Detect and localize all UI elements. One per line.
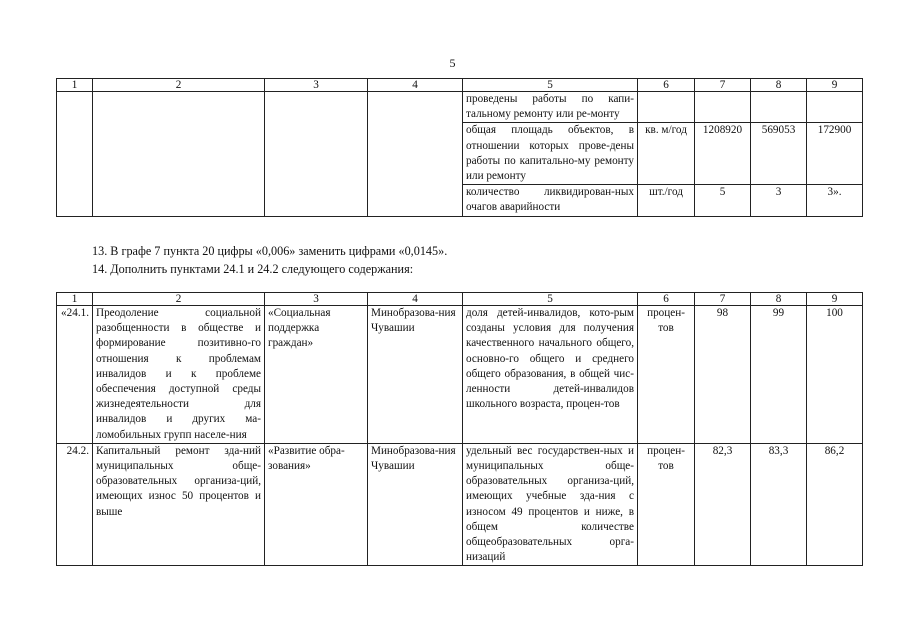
col-header: 6 — [638, 293, 695, 306]
value-cell: 98 — [695, 306, 751, 444]
page-number: 5 — [449, 56, 456, 70]
program-cell: «Социальная поддержка граждан» — [265, 306, 368, 444]
col-header: 9 — [807, 293, 863, 306]
value-cell: 5 — [695, 185, 751, 216]
col-header: 2 — [93, 293, 265, 306]
col-header: 8 — [751, 293, 807, 306]
table-row — [57, 92, 863, 123]
col-header: 7 — [695, 293, 751, 306]
value-cell: 569053 — [751, 123, 807, 185]
value-cell: 99 — [751, 306, 807, 444]
col-header: 5 — [463, 79, 638, 92]
unit-cell: процен-тов — [638, 443, 695, 566]
indicator-cell: доля детей-инвалидов, кото-рым созданы условия для получения качественного начального общего, основно-го общего и среднего общего образования, в общей чис-ленности детей-инвалидов школьного возраста, процен-тов — [463, 306, 638, 444]
col-header: 4 — [368, 79, 463, 92]
value-cell: 3». — [807, 185, 863, 216]
value-cell: 172900 — [807, 123, 863, 185]
col-header: 3 — [265, 79, 368, 92]
col-header: 7 — [695, 79, 751, 92]
col-header: 1 — [57, 79, 93, 92]
table-new-items — [56, 292, 863, 566]
table-cell — [57, 92, 93, 217]
value-cell — [695, 92, 751, 123]
value-cell: 86,2 — [807, 443, 863, 566]
goal-cell: Капитальный ремонт зда-ний муниципальных обще-образовательных организа-ций, имеющих износ 50 процентов и выше — [93, 443, 265, 566]
col-header: 5 — [463, 293, 638, 306]
col-header: 9 — [807, 79, 863, 92]
value-cell: 82,3 — [695, 443, 751, 566]
table-header-row — [57, 79, 863, 92]
col-header: 8 — [751, 79, 807, 92]
value-cell — [751, 92, 807, 123]
value-cell: 1208920 — [695, 123, 751, 185]
table-cell — [93, 92, 265, 217]
program-cell: «Развитие обра-зования» — [265, 443, 368, 566]
col-header: 1 — [57, 293, 93, 306]
table-cell — [265, 92, 368, 217]
item-number-cell: 24.2. — [57, 443, 93, 566]
indicator-cell: количество ликвидирован-ных очагов аварийности — [463, 185, 638, 216]
item-number-cell: «24.1. — [57, 306, 93, 444]
value-cell: 100 — [807, 306, 863, 444]
unit-cell: шт./год — [638, 185, 695, 216]
paragraph-13: 13. В графе 7 пункта 20 цифры «0,006» заменить цифрами «0,0145». — [92, 244, 448, 258]
value-cell — [807, 92, 863, 123]
table-cell — [368, 92, 463, 217]
table-row — [57, 306, 863, 444]
paragraph-14: 14. Дополнить пунктами 24.1 и 24.2 следующего содержания: — [92, 262, 414, 276]
ministry-cell: Минобразова-ния Чувашии — [368, 306, 463, 444]
col-header: 2 — [93, 79, 265, 92]
table-continuation — [56, 78, 863, 217]
indicator-cell: общая площадь объектов, в отношении которых прове-дены работы по капитально-му ремонту или ремонту — [463, 123, 638, 185]
col-header: 3 — [265, 293, 368, 306]
unit-cell — [638, 92, 695, 123]
indicator-cell: проведены работы по капи-тальному ремонту или ре-монту — [463, 92, 638, 123]
table-header-row — [57, 293, 863, 306]
indicator-cell: удельный вес государствен-ных и муниципальных обще-образовательных организа-ций, имеющих учебные зда-ния с износом 49 процентов и ниже, в общем количестве общеобразовательных орга-низаций — [463, 443, 638, 566]
unit-cell: кв. м/год — [638, 123, 695, 185]
col-header: 6 — [638, 79, 695, 92]
table-row — [57, 443, 863, 566]
value-cell: 83,3 — [751, 443, 807, 566]
ministry-cell: Минобразова-ния Чувашии — [368, 443, 463, 566]
col-header: 4 — [368, 293, 463, 306]
goal-cell: Преодоление социальной разобщенности в обществе и формирование позитивно-го отношения к проблемам инвалидов и к проблеме обеспечения доступной среды жизнедеятельности для инвалидов и других ма-ломобильных групп населе-ния — [93, 306, 265, 444]
value-cell: 3 — [751, 185, 807, 216]
unit-cell: процен-тов — [638, 306, 695, 444]
